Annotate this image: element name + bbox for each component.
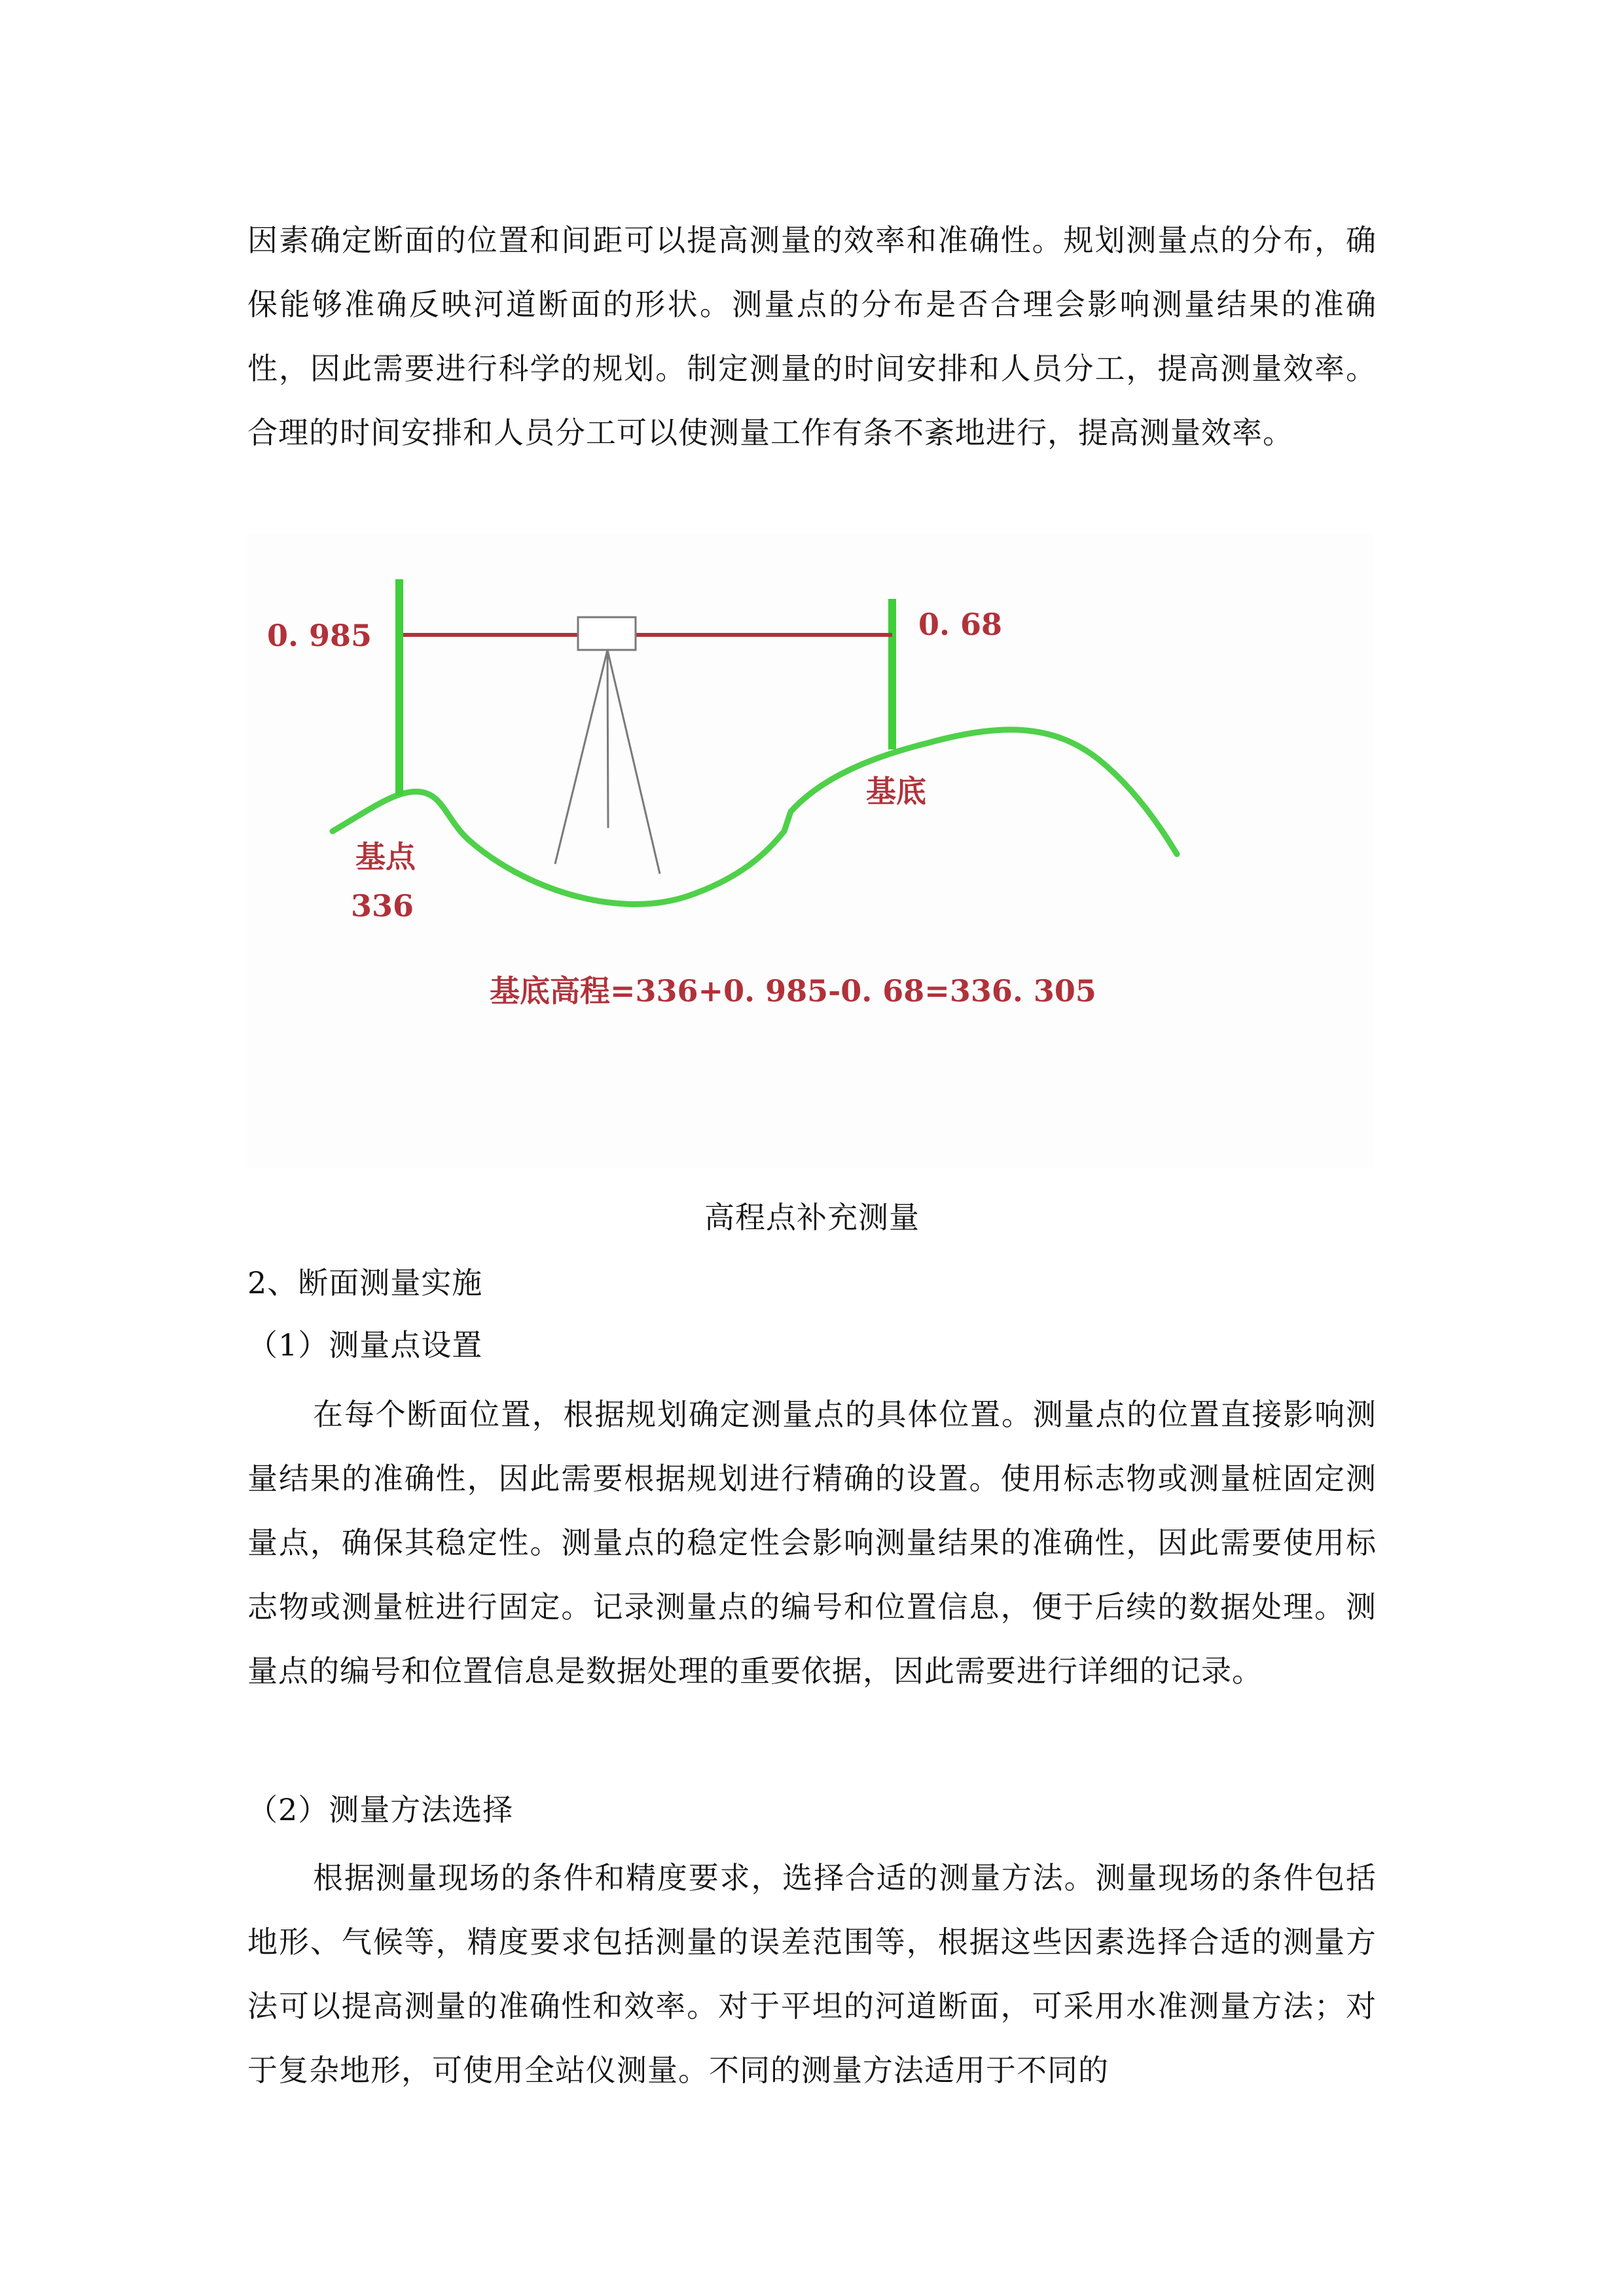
paragraph-method-selection: 根据测量现场的条件和精度要求，选择合适的测量方法。测量现场的条件包括地形、气候等，精度要求包括测量的误差范围等，根据这些因素选择合适的测量方法可以提高测量的准确性和效率。对于平坦的河道断面，可采用水准测量方法；对于复杂地形，可使用全站仪测量。不同的测量方法适用于不同的 (247, 1860, 1377, 2088)
level-instrument (578, 617, 636, 650)
subsection-heading-2: （2）测量方法选择 (247, 1792, 514, 1827)
bottom-point-label: 基底 (866, 774, 926, 809)
base-point-value: 336 (351, 888, 414, 924)
tripod-leg-middle (607, 650, 608, 828)
elevation-figure (247, 533, 1373, 1168)
base-point-label: 基点 (355, 839, 416, 874)
tripod-leg-right (607, 650, 660, 874)
paragraph-planning: 因素确定断面的位置和间距可以提高测量的效率和准确性。规划测量点的分布，确保能够准确反映河道断面的形状。测量点的分布是否合理会影响测量结果的准确性，因此需要进行科学的规划。制定测量的时间安排和人员分工，提高测量效率。合理的时间安排和人员分工可以使测量工作有条不紊地进行，提高测量效率。 (247, 223, 1377, 450)
elevation-diagram (247, 533, 1373, 1168)
left-reading-label: 0. 985 (267, 618, 372, 653)
paragraph-point-setup: 在每个断面位置，根据规划确定测量点的具体位置。测量点的位置直接影响测量结果的准确性，因此需要根据规划进行精确的设置。使用标志物或测量桩固定测量点，确保其稳定性。测量点的稳定性会影响测量结果的准确性，因此需要使用标志物或测量桩进行固定。记录测量点的编号和位置信息，便于后续的数据处理。测量点的编号和位置信息是数据处理的重要依据，因此需要进行详细的记录。 (247, 1397, 1377, 1689)
elevation-formula: 基底高程=336+0. 985-0. 68=336. 305 (490, 973, 1096, 1009)
section-heading: 2、断面测量实施 (247, 1265, 483, 1300)
ground-profile (333, 730, 1177, 905)
tripod-leg-left (555, 650, 607, 864)
figure-caption: 高程点补充测量 (704, 1200, 920, 1235)
subsection-heading-1: （1）测量点设置 (247, 1327, 483, 1363)
right-reading-label: 0. 68 (918, 607, 1003, 642)
